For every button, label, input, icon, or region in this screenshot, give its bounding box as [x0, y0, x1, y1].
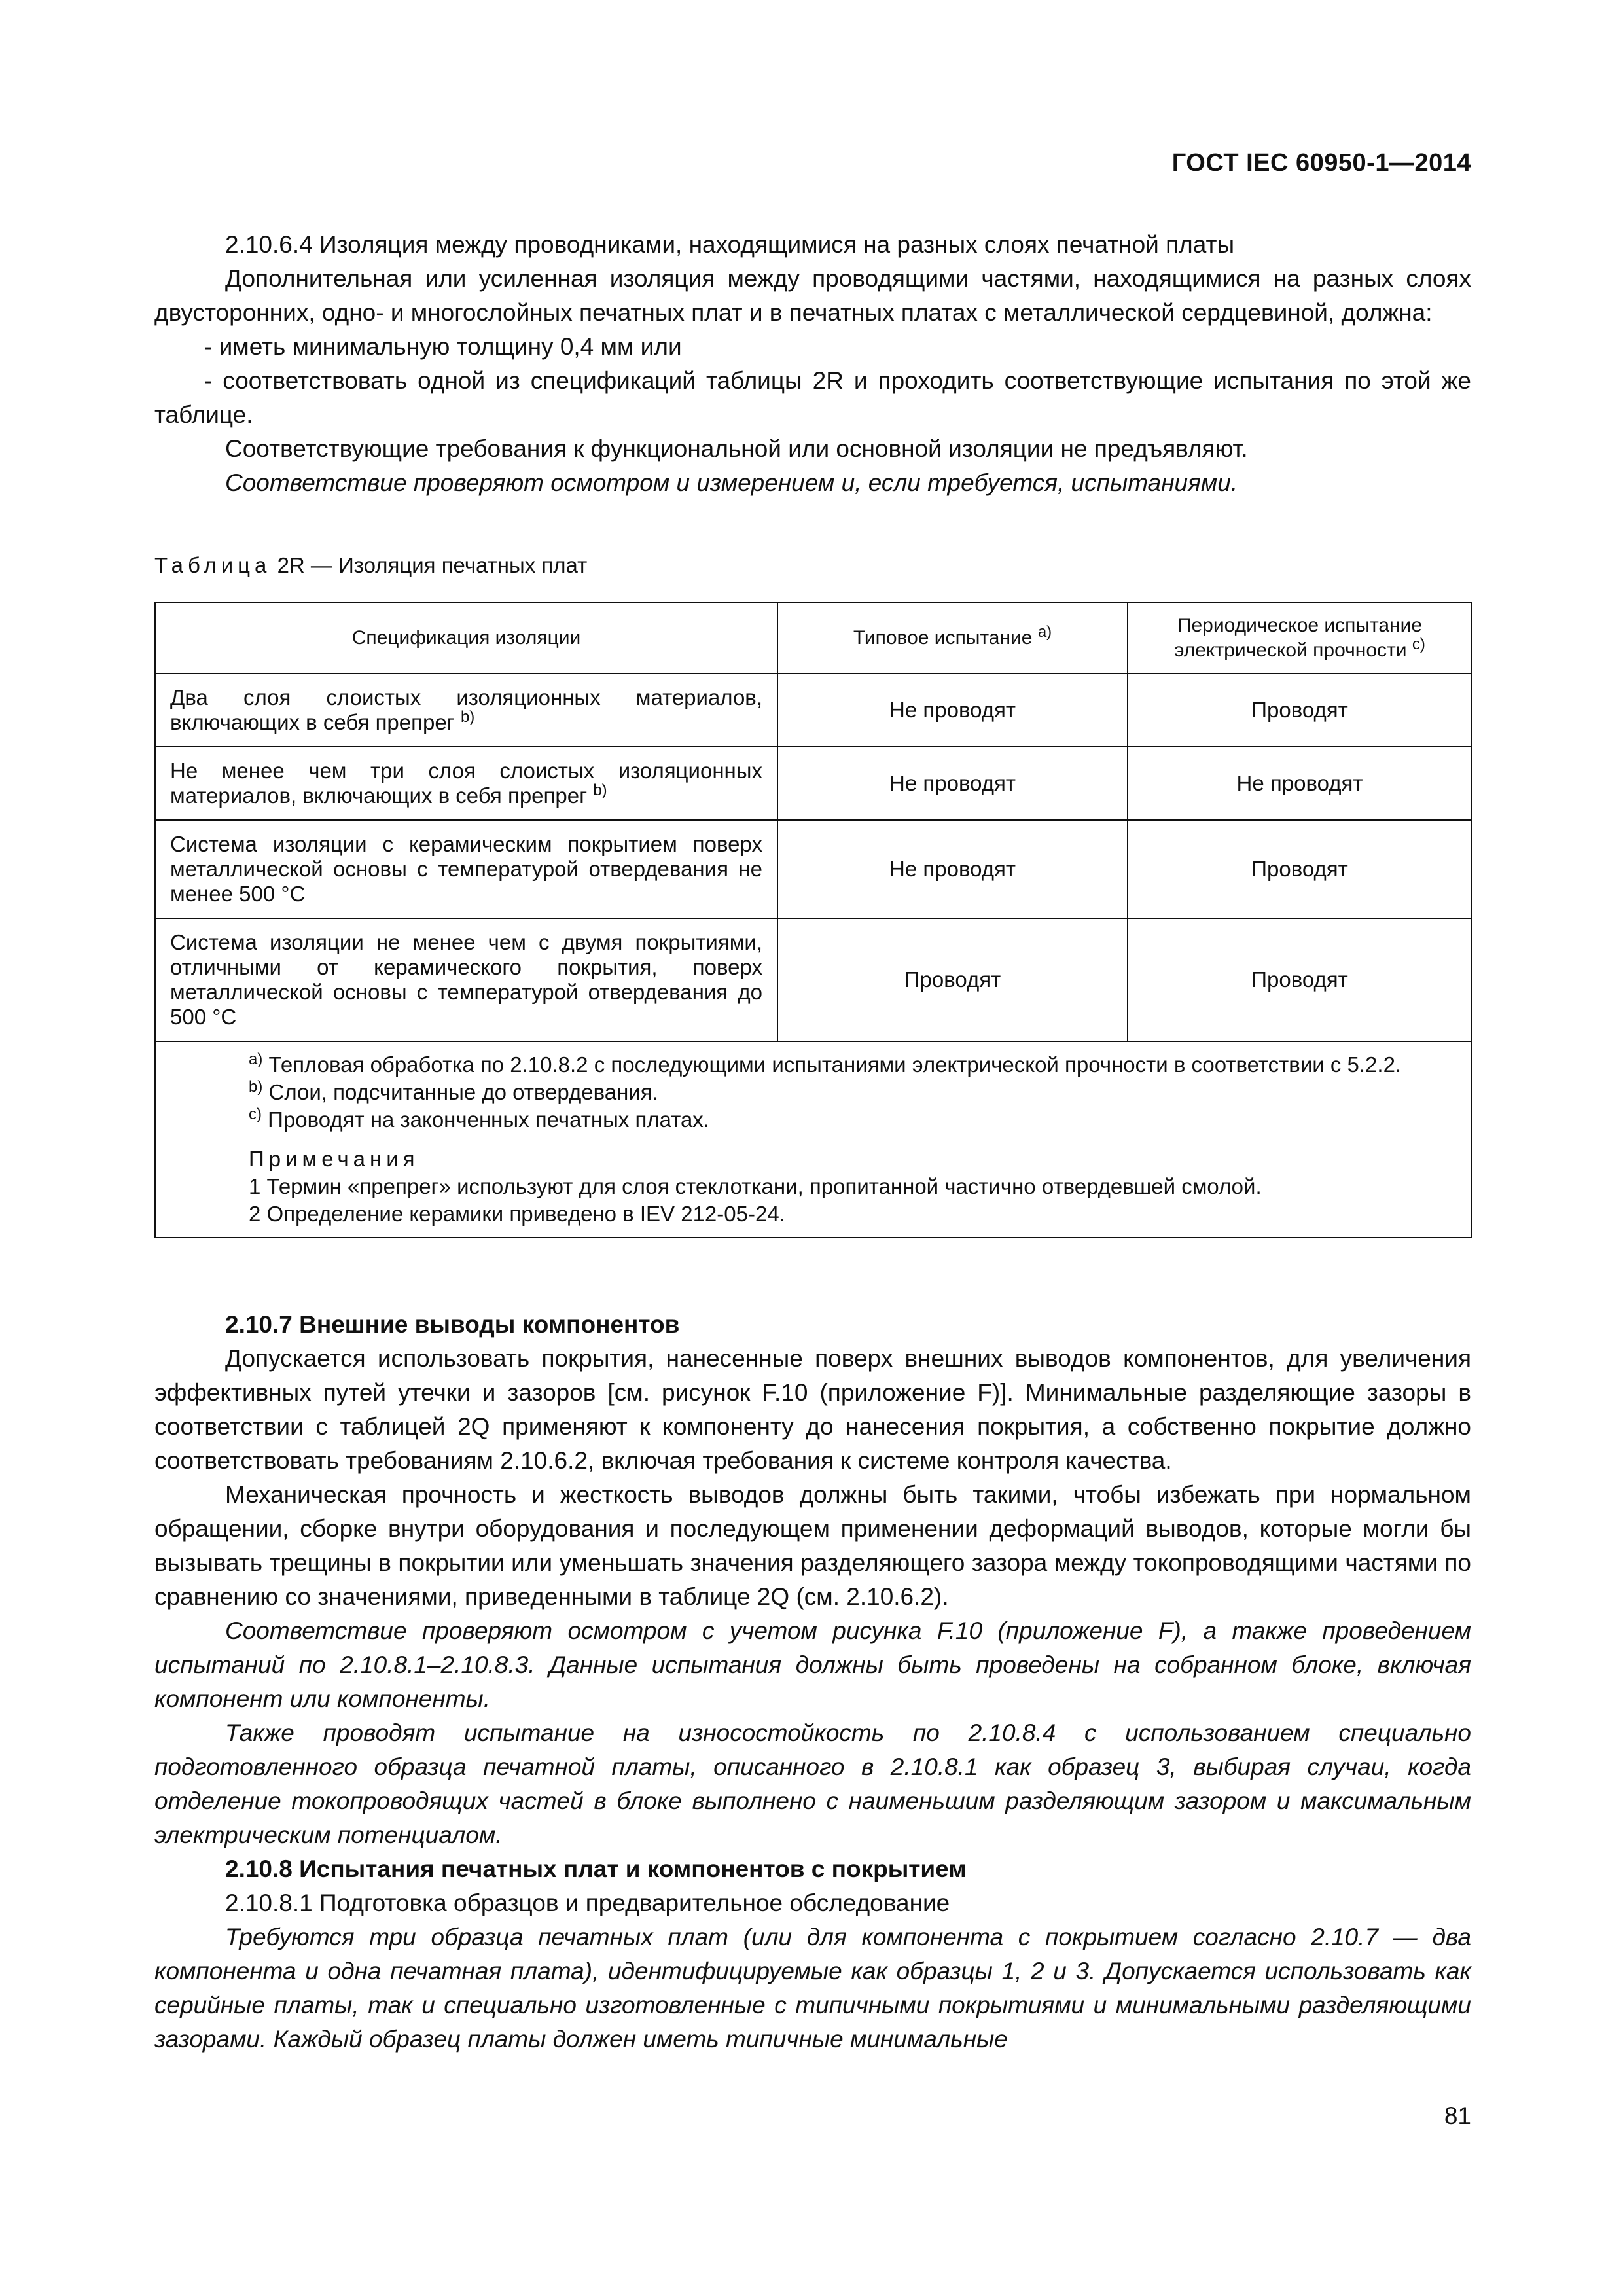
row-type-test: Проводят — [777, 918, 1128, 1041]
row-periodic: Не проводят — [1128, 747, 1472, 820]
table-footnotes-row — [155, 1041, 1472, 1238]
table-caption-rest: 2R — Изоляция печатных плат — [277, 553, 588, 577]
table-row — [155, 918, 1472, 1041]
intro-paragraph: Дополнительная или усиленная изоляция между проводящими частями, находящимися на разных слоях двусторонних, одно- и многослойных печатных плат и в печатных платах с металлической сердцевиной, должна: — [154, 265, 1471, 326]
table-row — [155, 820, 1472, 918]
notes-title: Примечания — [249, 1147, 419, 1171]
table-row — [155, 747, 1472, 820]
section-2-10-7-p3: Соответствие проверяют осмотром с учетом рисунка F.10 (приложение F), а также проведением испытаний по 2.10.8.1–2.10.8.3. Данные испытания должны быть проведены на собранном блоке, включая компонент или компоненты. — [154, 1617, 1471, 1712]
table-2r — [154, 602, 1472, 1238]
section-2-10-7-p2: Механическая прочность и жесткость выводов должны быть такими, чтобы избежать при нормальном обращении, сборке внутри оборудования и последующем применении деформаций выводов, которые могли бы вызывать трещины в покрытии или уменьшать значения разделяющего зазора между токопроводящими частями по сравнению со значениями, приведенными в таблице 2Q (см. 2.10.6.2). — [154, 1481, 1471, 1610]
header-periodic-sup: c) — [1412, 636, 1425, 653]
header-type-test: Типовое испытание $^{a)}$ — [777, 603, 1128, 673]
note-2: 2 Определение керамики приведено в IEV 212-05-24. — [249, 1202, 785, 1226]
header-spec: Спецификация изоляции — [155, 603, 777, 673]
footnote-b: $^{b)}$ Слои, подсчитанные до отвердевания. — [249, 1078, 658, 1104]
row-periodic: Проводят — [1128, 918, 1472, 1041]
requirement-paragraph: Соответствующие требования к функциональной или основной изоляции не предъявляют. — [225, 435, 1248, 462]
note-1: 1 Термин «препрег» используют для слоя стеклоткани, пропитанной частично отвердевшей смолой. — [249, 1174, 1262, 1198]
section-2-10-7-title: 2.10.7 Внешние выводы компонентов — [225, 1311, 680, 1338]
page-number: 81 — [1444, 2102, 1471, 2129]
row-spec: Два слоя слоистых изоляционных материалов, включающих в себя препрег $^{b)}$ — [155, 673, 777, 747]
clause-2-10-6-4-title: 2.10.6.4 Изоляция между проводниками, находящимися на разных слоях печатной платы — [225, 231, 1235, 258]
table-caption-word: Таблица — [154, 553, 272, 577]
standard-header: ГОСТ IEC 60950-1—2014 — [1171, 149, 1471, 177]
section-2-10-7-p1: Допускается использовать покрытия, нанесенные поверх внешних выводов компонентов, для увеличения эффективных путей утечки и зазоров [см. рисунок F.10 (приложение F)]. Минимальные разделяющие зазоры в соответствии с таблицей 2Q применяют к компоненту до нанесения покрытия, а собственно покрытие должно соответствовать требованиям 2.10.6.2, включая требования к системе контроля качества. — [154, 1345, 1471, 1474]
section-2-10-7 — [154, 1308, 1471, 2056]
dash-item-2: - соответствовать одной из спецификаций таблицы 2R и проходить соответствующие испытания по этой же таблице. — [154, 367, 1471, 428]
section-2-10-8-p1: Требуются три образца печатных плат (или для компонента с покрытием согласно 2.10.7 — два компонента и одна печатная плата), идентифицируемые как образцы 1, 2 и 3. Допускается использовать как серийные платы, так и специально изготовленные с типичными покрытиями и минимальными разделяющими зазорами. Каждый образец платы должен иметь типичные минимальные — [154, 1924, 1471, 2053]
section-2-10-8-title: 2.10.8 Испытания печатных плат и компонентов с покрытием — [225, 1856, 967, 1882]
row-type-test: Не проводят — [777, 673, 1128, 747]
row-type-test: Не проводят — [777, 747, 1128, 820]
intro-section — [154, 228, 1471, 500]
row-periodic: Проводят — [1128, 673, 1472, 747]
table-row — [155, 673, 1472, 747]
table-footnotes — [155, 1041, 1472, 1238]
header-periodic: Периодическое испытание электрической прочности $^{c)}$ — [1128, 603, 1472, 673]
row-spec: Не менее чем три слоя слоистых изоляционных материалов, включающих в себя препрег $^{b)}$ — [155, 747, 777, 820]
table-caption — [154, 553, 587, 578]
table-header-row — [155, 603, 1472, 673]
footnote-c: $^{c)}$ Проводят на законченных печатных платах. — [249, 1105, 709, 1132]
compliance-paragraph: Соответствие проверяют осмотром и измерением и, если требуется, испытаниями. — [225, 469, 1238, 496]
row-periodic: Проводят — [1128, 820, 1472, 918]
dash-item-1: - иметь минимальную толщину 0,4 мм или — [204, 333, 682, 360]
section-2-10-7-p4: Также проводят испытание на износостойкость по 2.10.8.4 с использованием специально подготовленного образца печатной платы, описанного в 2.10.8.1 как образец 3, выбирая случаи, когда отделение токопроводящих частей в блоке выполнено с наименьшим разделяющим зазором и максимальным электрическим потенциалом. — [154, 1719, 1471, 1848]
header-type-test-sup: a) — [1037, 623, 1052, 641]
row-type-test: Не проводят — [777, 820, 1128, 918]
footnote-a: $^{a)}$ Тепловая обработка по 2.10.8.2 с последующими испытаниями электрической прочности в соответствии с 5.2.2. — [249, 1050, 1402, 1077]
row-spec: Система изоляции с керамическим покрытием поверх металлической основы с температурой отвердевания не менее 500 °С — [155, 820, 777, 918]
clause-2-10-8-1-title: 2.10.8.1 Подготовка образцов и предварительное обследование — [225, 1890, 950, 1916]
row-spec: Система изоляции не менее чем с двумя покрытиями, отличными от керамического покрытия, поверх металлической основы с температурой отвердевания до 500 °С — [155, 918, 777, 1041]
